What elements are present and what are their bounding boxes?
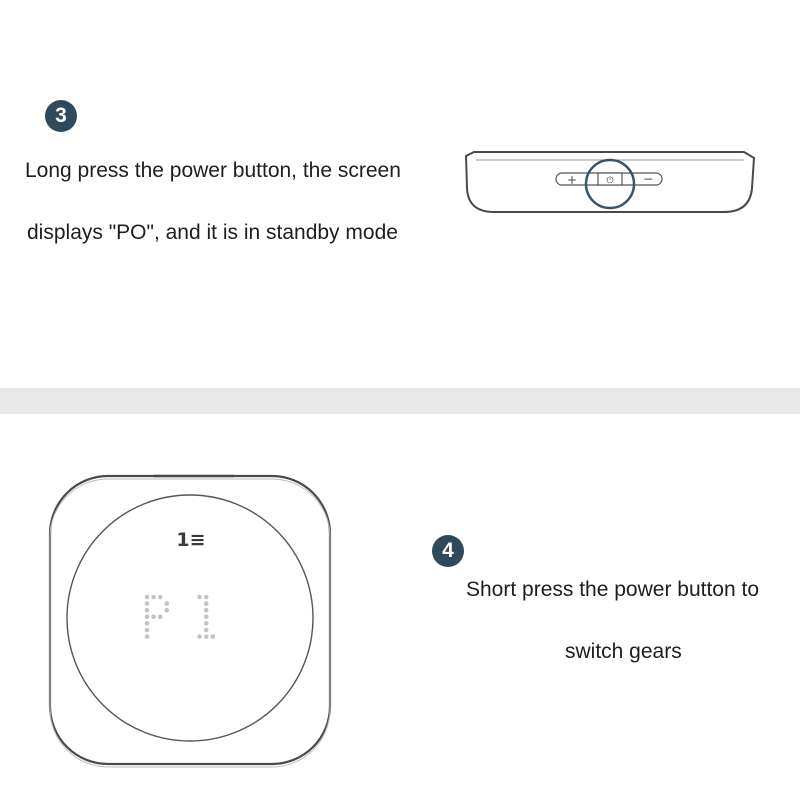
- display-dot: [204, 628, 209, 633]
- minus-button[interactable]: [643, 172, 653, 186]
- step-3-instruction-line-2: displays "PO", and it is in standby mode: [27, 221, 398, 244]
- display-dot: [145, 595, 150, 600]
- display-dot: [145, 634, 150, 639]
- display-dot: [204, 595, 209, 600]
- plus-button[interactable]: [567, 173, 577, 187]
- minus-icon: −: [642, 172, 654, 186]
- device-top-view: [44, 470, 336, 770]
- step-4-instruction-line-1: Short press the power button to: [466, 578, 760, 601]
- display-dot: [204, 621, 209, 626]
- display-dot: [158, 615, 163, 620]
- display-dot: [145, 621, 150, 626]
- display-dot: [211, 634, 216, 639]
- display-dot: [197, 634, 202, 639]
- display-dot: [145, 608, 150, 613]
- display-dot: [151, 615, 156, 620]
- brand-logo: 1≡: [176, 529, 206, 551]
- display-dot: [145, 615, 150, 620]
- step-3-instruction-line-1: Long press the power button, the screen: [25, 159, 401, 182]
- step-3-badge: 3: [45, 100, 77, 132]
- step-4-instruction-line-2: switch gears: [565, 640, 682, 663]
- display-dot: [158, 595, 163, 600]
- display-dot: [204, 615, 209, 620]
- power-button[interactable]: [598, 173, 622, 186]
- section-divider: [0, 388, 800, 414]
- device-side-view: [462, 148, 758, 218]
- display-dot: [204, 608, 209, 613]
- power-icon: ⏻: [606, 176, 614, 186]
- display-dot: [165, 608, 170, 613]
- display-dot: [165, 601, 170, 606]
- display-dot: [151, 595, 156, 600]
- display-dot: [204, 601, 209, 606]
- display-dot: [145, 628, 150, 633]
- plus-icon: +: [566, 173, 578, 187]
- step-4-badge: 4: [432, 535, 464, 567]
- display-dot: [197, 595, 202, 600]
- display-dot: [145, 601, 150, 606]
- display-dot: [204, 634, 209, 639]
